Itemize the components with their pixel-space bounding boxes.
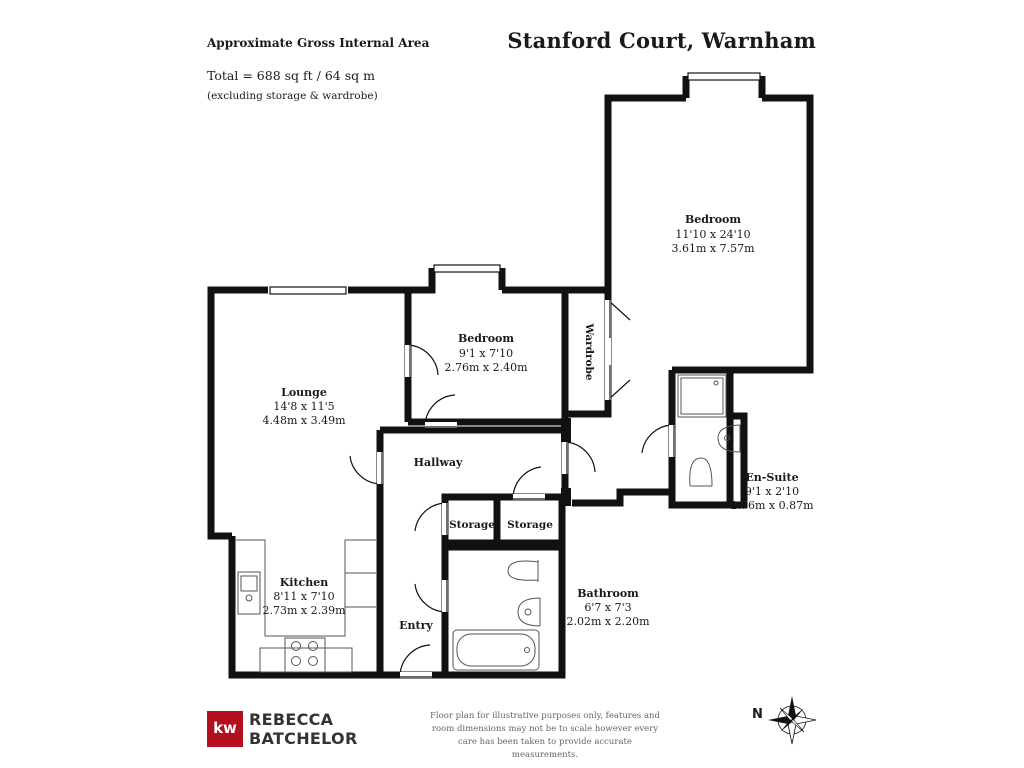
door-entry xyxy=(400,645,432,675)
kitchen-metric: 2.73m x 2.39m xyxy=(262,604,346,617)
ensuite-imperial: 9'1 x 2'10 xyxy=(744,485,800,498)
bedroom-small-name: Bedroom xyxy=(457,332,515,345)
entry-name: Entry xyxy=(399,619,433,632)
wall-bedroom-main xyxy=(608,98,686,295)
wall-bedroom-small xyxy=(408,268,432,290)
lounge-name: Lounge xyxy=(281,386,327,399)
wardrobe-name: Wardrobe xyxy=(583,323,595,381)
shower-icon xyxy=(678,375,726,417)
ensuite-name: En-Suite xyxy=(745,471,799,484)
windows xyxy=(270,73,760,294)
total-area: Total = 688 sq ft / 64 sq m xyxy=(207,68,375,83)
hallway-name: Hallway xyxy=(413,456,463,469)
disclaimer: Floor plan for illustrative purposes only, features and room dimensions may not be to scale however every care has been taken to provide accurate measurements. xyxy=(430,711,660,760)
door-storage1 xyxy=(415,503,445,535)
wall-bathroom xyxy=(445,547,562,675)
compass-rose-icon xyxy=(768,696,816,744)
window-bedroom-small xyxy=(434,265,500,272)
door-ensuite xyxy=(642,425,672,457)
basin-icon xyxy=(518,598,540,626)
bedroom-main-metric: 3.61m x 7.57m xyxy=(671,242,755,255)
kitchen-name: Kitchen xyxy=(279,576,329,589)
bathroom-fittings xyxy=(453,560,540,670)
bathroom-imperial: 6'7 x 7'3 xyxy=(584,601,632,614)
window-lounge xyxy=(270,287,346,294)
brand-line-2: BATCHELOR xyxy=(249,729,358,748)
bedroom-main-imperial: 11'10 x 24'10 xyxy=(675,228,751,241)
bedroom-small-imperial: 9'1 x 7'10 xyxy=(458,347,514,360)
bedroom-small-metric: 2.76m x 2.40m xyxy=(444,361,528,374)
kitchen-imperial: 8'11 x 7'10 xyxy=(273,590,335,603)
brand-name xyxy=(249,710,358,748)
wall-corridor-bottom xyxy=(572,492,672,503)
compass-north-label: N xyxy=(752,707,763,722)
ensuite-toilet-icon xyxy=(690,458,712,486)
bathroom-metric: 2.02m x 2.20m xyxy=(566,615,650,628)
door-bedroom-small xyxy=(408,345,438,377)
storage-1-name: Storage xyxy=(449,519,495,531)
door-storage2 xyxy=(513,467,545,497)
brand-logo xyxy=(207,711,243,747)
area-note: (excluding storage & wardrobe) xyxy=(207,90,378,102)
door-bathroom xyxy=(415,580,445,612)
logo-mark: kw xyxy=(213,719,237,737)
property-title: Stanford Court, Warnham xyxy=(507,28,816,53)
window-bedroom-main xyxy=(688,73,760,80)
storage-2-name: Storage xyxy=(507,519,553,531)
door-corridor xyxy=(565,442,595,474)
area-title: Approximate Gross Internal Area xyxy=(207,36,430,50)
toilet-icon xyxy=(508,560,538,582)
ensuite-metric: 2.76m x 0.87m xyxy=(730,499,814,512)
wall-lounge xyxy=(211,290,268,536)
bedroom-main-name: Bedroom xyxy=(684,213,742,226)
bath-icon xyxy=(453,630,539,670)
brand-line-1: REBECCA xyxy=(249,710,334,729)
bathroom-name: Bathroom xyxy=(577,587,639,600)
hob-icon xyxy=(260,648,352,672)
lounge-metric: 4.48m x 3.49m xyxy=(262,414,346,427)
lounge-imperial: 14'8 x 11'5 xyxy=(273,400,335,413)
door-lounge xyxy=(350,452,380,484)
